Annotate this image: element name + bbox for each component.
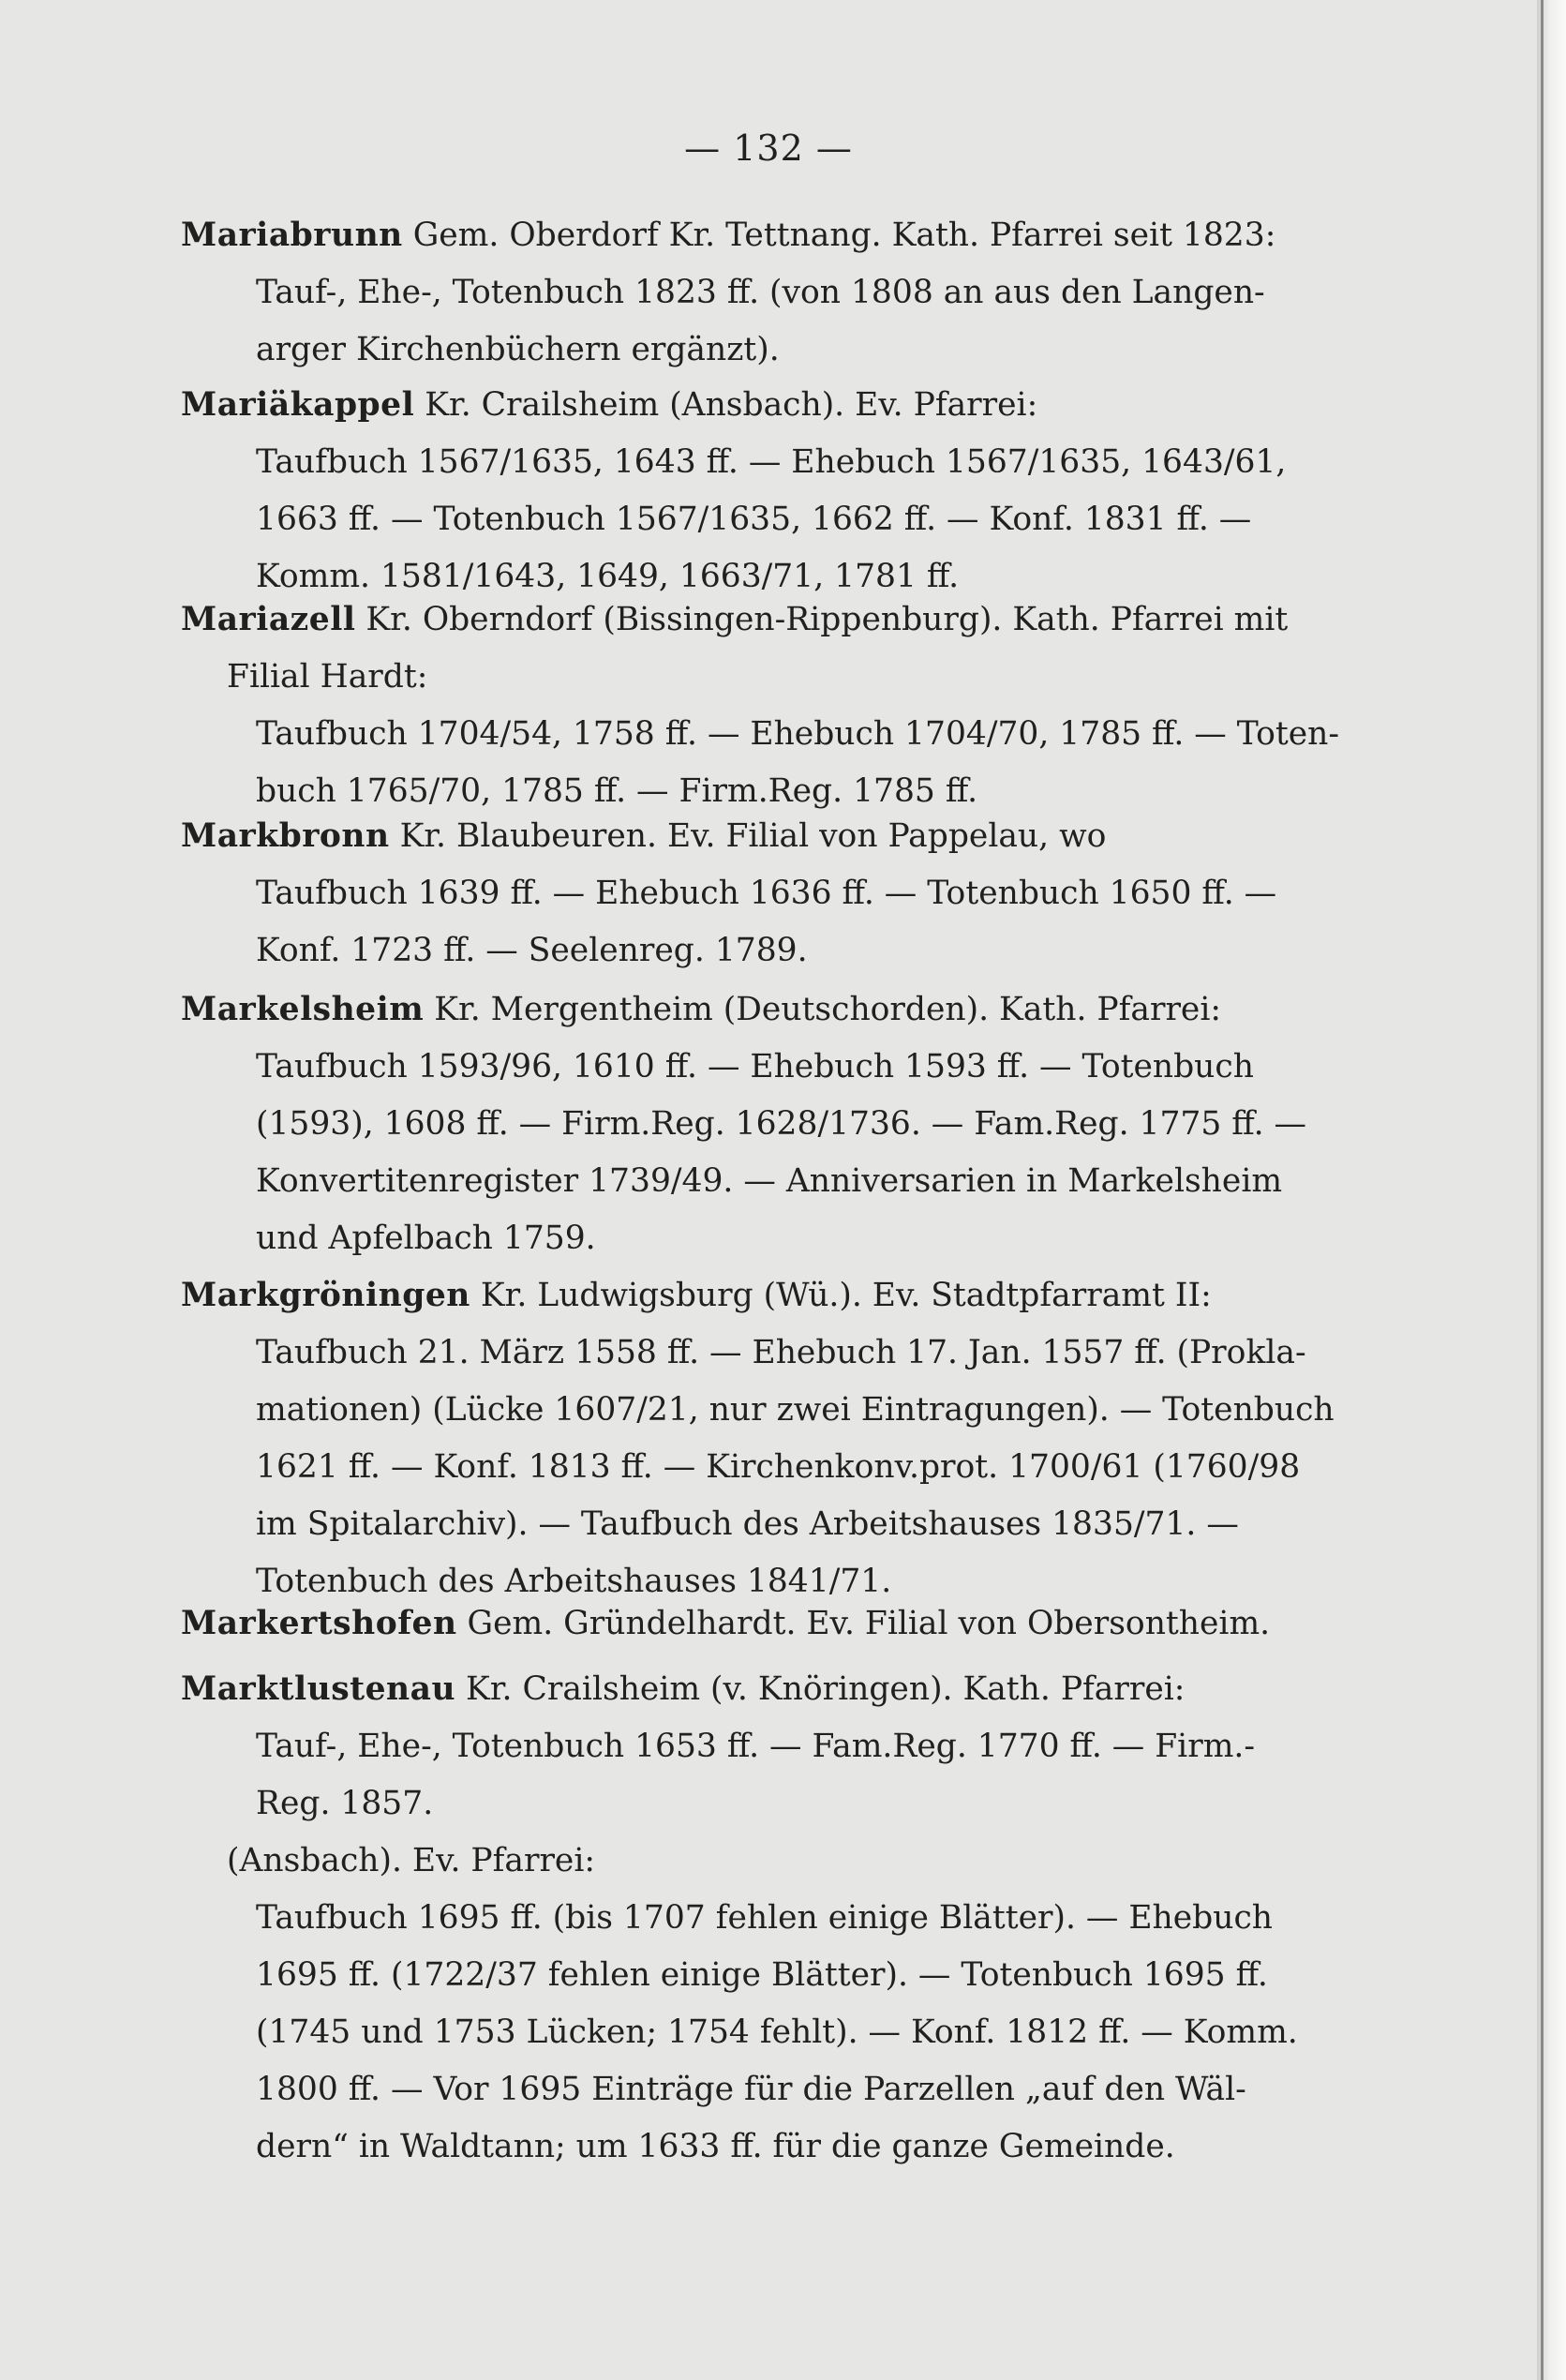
entry-text: Gem. Gründelhardt. Ev. Filial von Obersontheim. [456,1605,1271,1642]
page-number: — 132 — [684,127,853,169]
entry-headword: Markbronn [181,817,390,855]
entry-line: Totenbuch des Arbeitshauses 1841/71. [256,1563,892,1600]
entry-headword: Markertshofen [181,1605,457,1642]
entry-headword: Mariazell [181,601,356,638]
entry-markgroeningen [181,1267,1418,1610]
entry-line: Taufbuch 21. März 1558 ff. — Ehebuch 17. Jan. 1557 ff. (Prokla- [256,1334,1306,1371]
entry-text: Kr. Mergentheim (Deutschorden). Kath. Pfarrei: [424,991,1222,1028]
entry-line: Komm. 1581/1643, 1649, 1663/71, 1781 ff. [256,558,960,595]
entry-line: im Spitalarchiv). — Taufbuch des Arbeitshauses 1835/71. — [256,1505,1239,1543]
entry-line: Taufbuch 1704/54, 1758 ff. — Ehebuch 1704/70, 1785 ff. — Toten- [256,715,1340,753]
entry-line: 1695 ff. (1722/37 fehlen einige Blätter). — Totenbuch 1695 ff. [256,1956,1268,1994]
entry-text: Gem. Oberdorf Kr. Tettnang. Kath. Pfarrei seit 1823: [402,217,1276,254]
entry-line: mationen) (Lücke 1607/21, nur zwei Eintragungen). — Totenbuch [256,1391,1335,1429]
entry-line: arger Kirchenbüchern ergänzt). [256,331,780,368]
entry-line: (1745 und 1753 Lücken; 1754 fehlt). — Konf. 1812 ff. — Komm. [256,2013,1298,2051]
entry-line: Filial Hardt: [227,658,428,696]
entry-first-line [181,1595,1418,1653]
entry-first-line [181,591,1418,649]
entry-headword: Marktlustenau [181,1670,456,1708]
entry-headword: Mariabrunn [181,217,403,254]
entry-text: Kr. Ludwigsburg (Wü.). Ev. Stadtpfarramt II: [470,1277,1212,1314]
entry-text: Kr. Crailsheim (Ansbach). Ev. Pfarrei: [414,386,1038,424]
entry-line: Tauf-, Ehe-, Totenbuch 1653 ff. — Fam.Reg. 1770 ff. — Firm.- [256,1728,1256,1765]
entry-line: Taufbuch 1695 ff. (bis 1707 fehlen einige Blätter). — Ehebuch [256,1899,1274,1937]
entry-headword: Mariäkappel [181,386,415,424]
entry-line: Taufbuch 1593/96, 1610 ff. — Ehebuch 1593 ff. — Totenbuch [256,1048,1254,1085]
entry-first-line [181,1267,1418,1325]
book-edge-line [1541,0,1544,2380]
entry-text: Kr. Blaubeuren. Ev. Filial von Pappelau, wo [389,817,1107,855]
entry-mariabrunn [181,207,1418,379]
entry-sub-line: (Ansbach). Ev. Pfarrei: [227,1842,596,1879]
entry-text: Kr. Oberndorf (Bissingen-Rippenburg). Kath. Pfarrei mit [355,601,1289,638]
entry-line: 1800 ff. — Vor 1695 Einträge für die Parzellen „auf den Wäl- [256,2071,1246,2108]
entry-mariazell [181,591,1418,820]
entry-markertshofen [181,1595,1418,1653]
entry-line: (1593), 1608 ff. — Firm.Reg. 1628/1736. — Fam.Reg. 1775 ff. — [256,1105,1307,1143]
entry-line: Taufbuch 1567/1635, 1643 ff. — Ehebuch 1567/1635, 1643/61, [256,443,1287,481]
entry-headword: Markelsheim [181,991,425,1028]
entry-line: dern“ in Waldtann; um 1633 ff. für die ganze Gemeinde. [256,2128,1175,2165]
entry-line: Taufbuch 1639 ff. — Ehebuch 1636 ff. — Totenbuch 1650 ff. — [256,875,1277,912]
entry-line: Konvertitenregister 1739/49. — Anniversarien in Markelsheim [256,1162,1283,1200]
entry-headword: Markgröningen [181,1277,470,1314]
entry-markbronn [181,808,1418,980]
entry-line: 1663 ff. — Totenbuch 1567/1635, 1662 ff. — Konf. 1831 ff. — [256,501,1252,538]
entry-line: Konf. 1723 ff. — Seelenreg. 1789. [256,932,808,969]
entry-first-line [181,207,1418,264]
entry-line: Reg. 1857. [256,1785,434,1822]
entry-line: buch 1765/70, 1785 ff. — Firm.Reg. 1785 ff. [256,772,978,810]
entry-first-line [181,1661,1418,1718]
entry-first-line [181,981,1418,1039]
entry-line: und Apfelbach 1759. [256,1220,596,1257]
entry-line: Tauf-, Ehe-, Totenbuch 1823 ff. (von 1808 an aus den Langen- [256,274,1265,311]
entry-markelsheim [181,981,1418,1267]
entry-first-line [181,808,1418,865]
entry-first-line [181,377,1418,434]
entry-line: 1621 ff. — Konf. 1813 ff. — Kirchenkonv.prot. 1700/61 (1760/98 [256,1448,1301,1486]
entry-mariaekappel [181,377,1418,606]
entry-text: Kr. Crailsheim (v. Knöringen). Kath. Pfarrei: [455,1670,1186,1708]
entry-marktlustenau [181,1661,1418,2176]
